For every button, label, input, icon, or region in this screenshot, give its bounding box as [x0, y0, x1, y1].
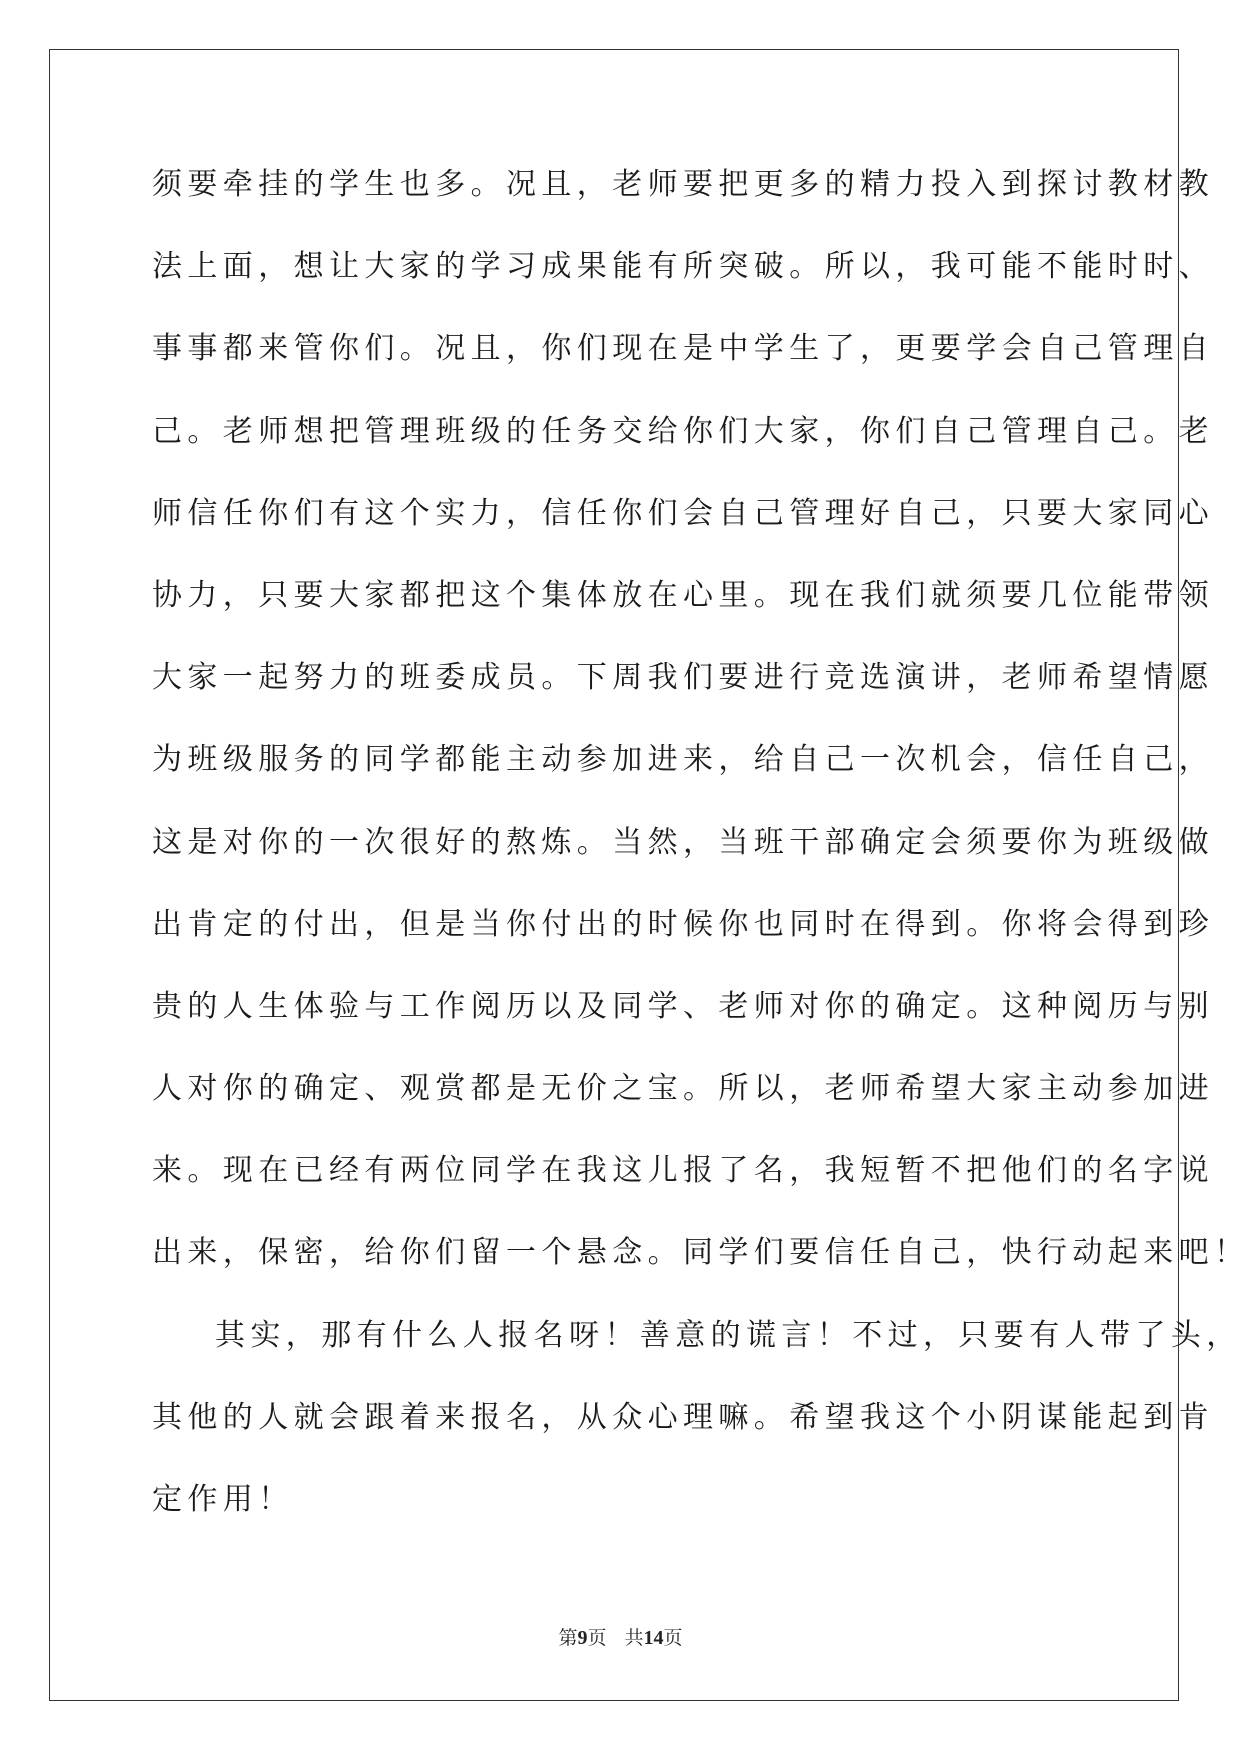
total-page-count: 14: [643, 1627, 664, 1649]
text-line: 定作用！: [152, 1482, 294, 1517]
text-line: 来。现在已经有两位同学在我这儿报了名，我短暂不把他们的名字说: [152, 1153, 1214, 1189]
text-line: 人对你的确定、观赏都是无价之宝。所以，老师希望大家主动参加进: [152, 1071, 1214, 1107]
text-line: 师信任你们有这个实力，信任你们会自己管理好自己，只要大家同心: [152, 495, 1214, 531]
text-line: 出肯定的付出，但是当你付出的时候你也同时在得到。你将会得到珍: [152, 906, 1214, 942]
text-line: 己。老师想把管理班级的任务交给你们大家，你们自己管理自己。老: [152, 413, 1214, 449]
text-line: 贵的人生体验与工作阅历以及同学、老师对你的确定。这种阅历与别: [152, 988, 1214, 1024]
footer-total-prefix: 共: [624, 1628, 644, 1649]
footer-prefix: 第: [558, 1628, 578, 1649]
text-line: 这是对你的一次很好的熬炼。当然，当班干部确定会须要你为班级做: [152, 824, 1214, 860]
paragraph-start-line: 其实，那有什么人报名呀！善意的谎言！不过，只要有人带了头，: [215, 1317, 1242, 1353]
text-line: 大家一起努力的班委成员。下周我们要进行竞选演讲，老师希望情愿: [152, 660, 1214, 696]
text-line: 事事都来管你们。况且，你们现在是中学生了，更要学会自己管理自: [152, 331, 1214, 367]
text-line: 须要牵挂的学生也多。况且，老师要把更多的精力投入到探讨教材教: [152, 167, 1214, 202]
text-line: 其他的人就会跟着来报名，从众心理嘛。希望我这个小阴谋能起到肯: [152, 1399, 1214, 1435]
footer-page-unit: 页: [587, 1628, 607, 1649]
text-line: 为班级服务的同学都能主动参加进来，给自己一次机会，信任自己，: [152, 742, 1214, 778]
page-number-footer: [0, 1623, 1241, 1650]
footer-total-unit: 页: [663, 1628, 683, 1649]
text-line: 法上面，想让大家的学习成果能有所突破。所以，我可能不能时时、: [152, 249, 1214, 285]
text-line: 出来，保密，给你们留一个悬念。同学们要信任自己，快行动起来吧！: [152, 1235, 1249, 1271]
text-line: 协力，只要大家都把这个集体放在心里。现在我们就须要几位能带领: [152, 577, 1214, 613]
document-body: [152, 162, 1249, 1559]
current-page-number: 9: [577, 1627, 588, 1649]
